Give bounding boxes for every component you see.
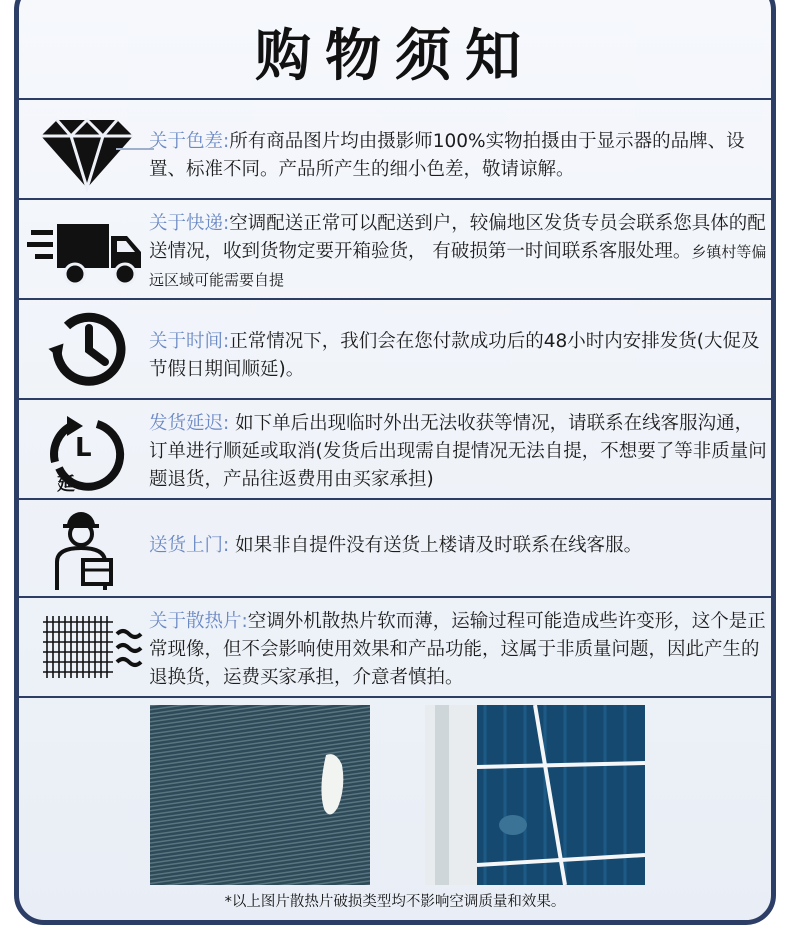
delivery-truck-icon [27, 206, 147, 296]
section-text [149, 608, 769, 692]
section-label: 关于色差: [149, 131, 230, 152]
svg-text:延: 延 [57, 474, 75, 495]
section-door-delivery [19, 500, 771, 596]
section-body: 所有商品图片均由摄影师100%实物拍摄由于显示器的品牌、设置、标准不同。产品所产生的细小色差，敬请谅解。 [149, 131, 745, 180]
photo-caption: *以上图片散热片破损类型均不影响空调质量和效果。 [224, 894, 566, 910]
section-text [149, 328, 769, 384]
section-body: 如果非自提件没有送货上楼请及时联系在线客服。 [229, 535, 643, 556]
section-delivery [19, 200, 771, 298]
section-label: 发货延迟: [149, 413, 230, 434]
section-time [19, 300, 771, 398]
section-body: 如下单后出现临时外出无法收获等情况，请联系在线客服沟通，订单进行顺延或取消(发货后出现需自提情况无法自提，不想要了等非质量问题退货，产品往返费用由买家承担) [149, 413, 767, 490]
page-title: 购物须知 [255, 24, 535, 89]
section-shipping-delay [19, 400, 771, 498]
section-color-difference [19, 100, 771, 198]
clock-history-icon [27, 304, 147, 394]
section-body: 正常情况下，我们会在您付款成功后的48小时内安排发货(大促及节假日期间顺延)。 [149, 331, 760, 380]
delivery-person-icon [27, 504, 147, 594]
damaged-fin-photo-1 [150, 705, 370, 885]
divider [19, 696, 771, 698]
section-body: 空调外机散热片软而薄，运输过程可能造成些许变形，这个是正常现像，但不会影响使用效果和产品功能，这属于非质量问题，因此产生的退换货，运费买家承担，介意者慎拍。 [149, 611, 766, 688]
damaged-fin-photo-2 [425, 705, 645, 885]
section-heat-sink [19, 598, 771, 696]
section-label: 送货上门: [149, 535, 230, 556]
section-label: 关于散热片: [149, 611, 248, 632]
diamond-icon [27, 108, 147, 198]
heat-sink-icon [27, 602, 147, 692]
delay-clock-icon [27, 406, 147, 496]
section-body: 空调配送正常可以配送到户，较偏地区发货专员会联系您具体的配送情况，收到货物定要开箱验货， 有破损第一时间联系客服处理。 [149, 213, 766, 262]
section-text [149, 410, 769, 494]
section-note: 乡镇村等偏远区域可能需要自提 [149, 243, 767, 289]
section-text [149, 128, 769, 184]
section-label: 关于快递: [149, 213, 230, 234]
section-label: 关于时间: [149, 331, 230, 352]
section-text [149, 210, 769, 294]
section-text [149, 532, 769, 560]
svg-text:L: L [75, 433, 92, 463]
